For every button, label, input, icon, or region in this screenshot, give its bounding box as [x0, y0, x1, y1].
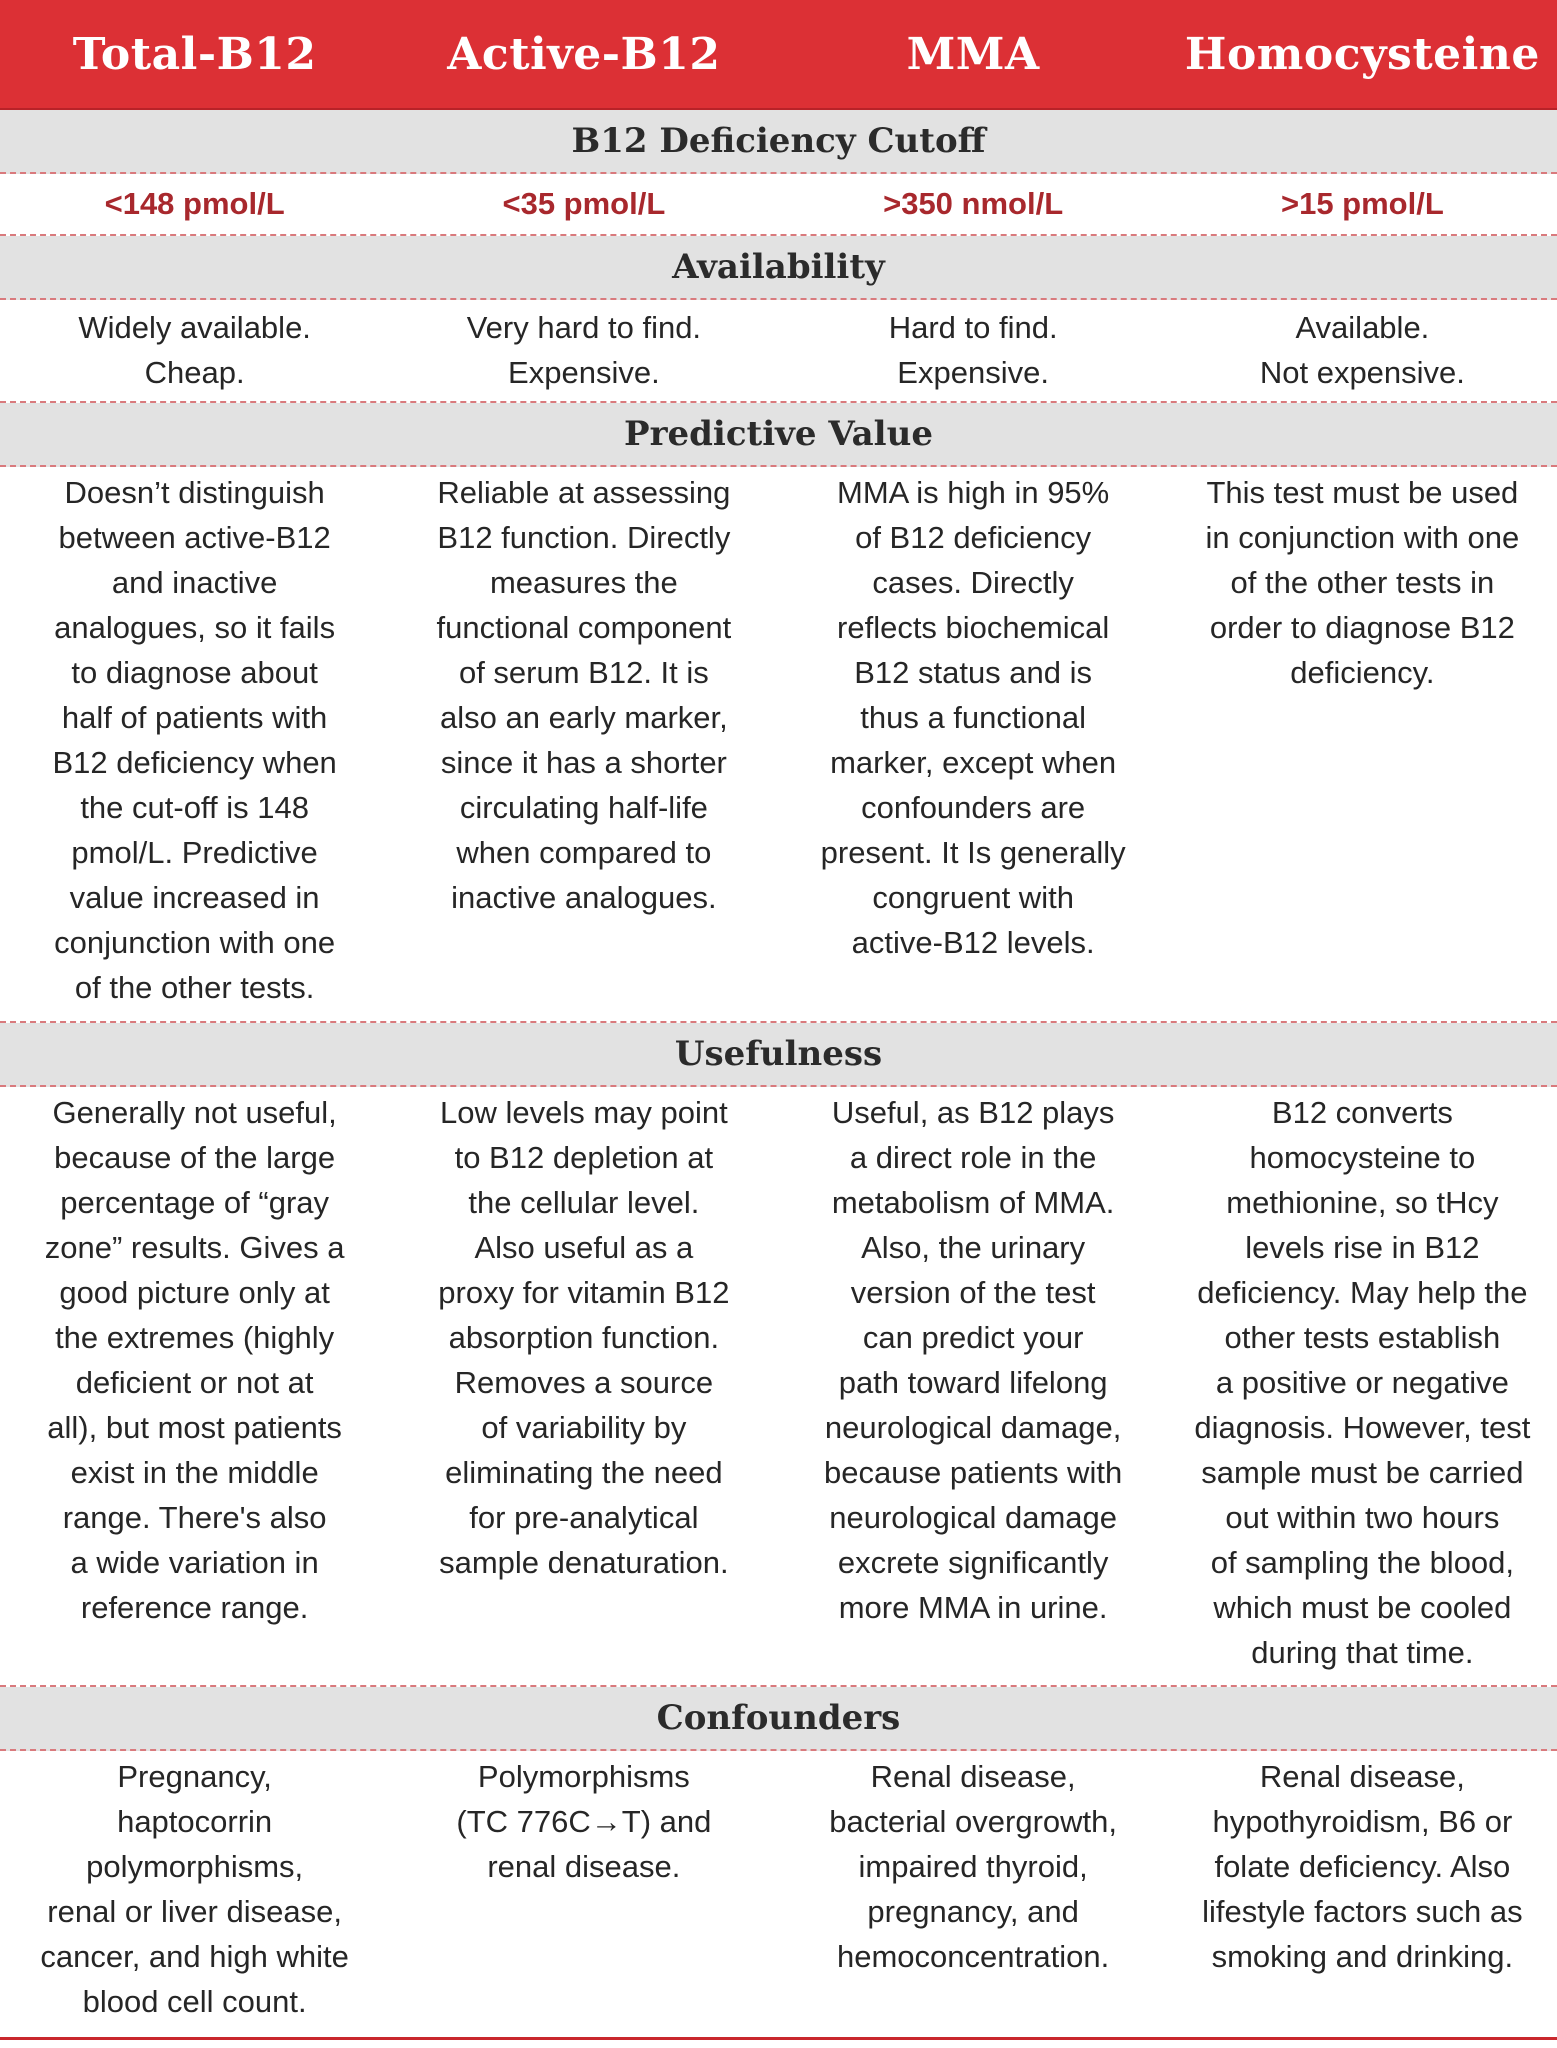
availability-active-b12: Very hard to find. Expensive.: [466, 310, 702, 390]
section-title-confounders: Confounders: [0, 1687, 1557, 1751]
availability-homocysteine: Available. Not expensive.: [1259, 310, 1465, 390]
section-title-predictive-value: Predictive Value: [0, 403, 1557, 467]
confounders-row: [0, 1751, 1557, 2040]
section-title-cutoff: B12 Deficiency Cutoff: [0, 110, 1557, 174]
confounders-homocysteine: Renal disease, hypothyroidism, B6 or folate deficiency. Also lifestyle factors such as smoking and drinking.: [1202, 1759, 1523, 1974]
confounders-mma: Renal disease, bacterial overgrowth, impaired thyroid, pregnancy, and hemoconcentration.: [829, 1759, 1117, 1974]
availability-row: [0, 300, 1557, 403]
confounders-total-b12: Pregnancy, haptocorrin polymorphisms, renal or liver disease, cancer, and high white blood cell count.: [40, 1759, 349, 2019]
cutoff-active-b12: <35 pmol/L: [502, 186, 666, 221]
usefulness-total-b12: Generally not useful, because of the large percentage of “gray zone” results. Gives a good picture only at the extremes (highly deficient or not at all), but most patients exist in the middle range. There's also a wide variation in reference range.: [44, 1095, 345, 1625]
cutoff-row: [0, 174, 1557, 236]
header-homocysteine: Homocysteine: [1184, 28, 1540, 80]
usefulness-row: [0, 1087, 1557, 1687]
usefulness-active-b12: Low levels may point to B12 depletion at the cellular level. Also useful as a proxy for vitamin B12 absorption function. Removes a source of variability by eliminating the need for pre-analytical sample denaturation.: [438, 1095, 730, 1580]
availability-total-b12: Widely available. Cheap.: [78, 310, 311, 390]
header-row: [0, 0, 1557, 110]
section-title-usefulness: Usefulness: [0, 1023, 1557, 1087]
availability-mma: Hard to find. Expensive.: [888, 310, 1058, 390]
predictive-mma: MMA is high in 95% of B12 deficiency cases. Directly reflects biochemical B12 status and is thus a functional marker, except when confounders are present. It Is generally congruent with active-B12 levels.: [820, 475, 1126, 960]
predictive-active-b12: Reliable at assessing B12 function. Directly measures the functional component of serum B12. It is also an early marker, since it has a shorter circulating half-life when compared to inactive analogues.: [436, 475, 732, 915]
confounders-active-b12: Polymorphisms (TC 776C→T) and renal disease.: [456, 1759, 712, 1884]
header-mma: MMA: [906, 28, 1040, 80]
header-total-b12: Total-B12: [72, 28, 317, 80]
cutoff-mma: >350 nmol/L: [883, 186, 1064, 221]
header-active-b12: Active-B12: [447, 28, 721, 80]
predictive-homocysteine: This test must be used in conjunction with one of the other tests in order to diagnose B12 deficiency.: [1205, 475, 1520, 690]
usefulness-homocysteine: B12 converts homocysteine to methionine, so tHcy levels rise in B12 deficiency. May help the other tests establish a positive or negative diagnosis. However, test sample must be carried out within two hours of sampling the blood, which must be cooled during that time.: [1194, 1095, 1531, 1670]
predictive-value-row: [0, 467, 1557, 1023]
predictive-total-b12: Doesn’t distinguish between active-B12 and inactive analogues, so it fails to diagnose about half of patients with B12 deficiency when the cut-off is 148 pmol/L. Predictive value increased in conjunction with one of the other tests.: [52, 475, 337, 1005]
section-title-availability: Availability: [0, 236, 1557, 300]
usefulness-mma: Useful, as B12 plays a direct role in the metabolism of MMA. Also, the urinary version of the test can predict your path toward lifelong neurological damage, because patients with neurological damage excrete significantly more MMA in urine.: [824, 1095, 1123, 1625]
cutoff-total-b12: <148 pmol/L: [104, 186, 285, 221]
cutoff-homocysteine: >15 pmol/L: [1280, 186, 1444, 221]
